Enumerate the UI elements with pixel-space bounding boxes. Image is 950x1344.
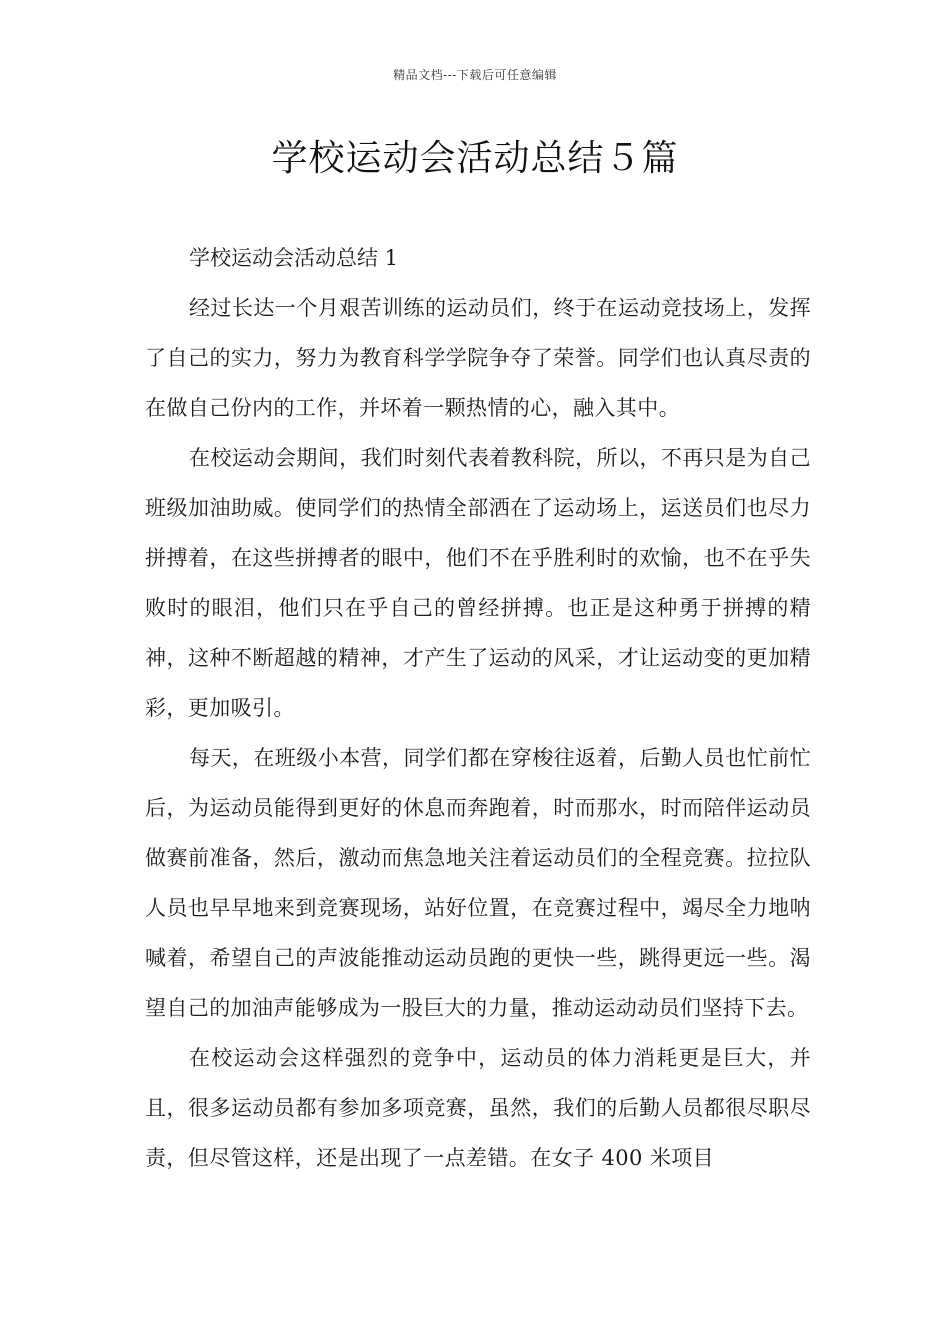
section-heading: 学校运动会活动总结 1 xyxy=(189,246,399,270)
header-note: 精品文档---下载后可任意编辑 xyxy=(393,68,557,82)
document-body xyxy=(145,233,811,1183)
paragraph-4: 在校运动会这样强烈的竞争中，运动员的体力消耗更是巨大，并且，很多运动员都有参加多项竞赛，虽然，我们的后勤人员都很尽职尽责，但尽管这样，还是出现了一点差错。在女子 400 米项目 xyxy=(145,1046,811,1170)
paragraph-1: 经过长达一个月艰苦训练的运动员们，终于在运动竞技场上，发挥了自己的实力，努力为教育科学学院争夺了荣誉。同学们也认真尽责的在做自己份内的工作，并坏着一颗热情的心，融入其中。 xyxy=(145,296,811,420)
paragraph-3: 每天，在班级小本营，同学们都在穿梭往返着，后勤人员也忙前忙后，为运动员能得到更好的休息而奔跑着，时而那水，时而陪伴运动员做赛前准备，然后，激动而焦急地关注着运动员们的全程竞赛。拉拉队人员也早早地来到竞赛现场，站好位置，在竞赛过程中，竭尽全力地呐喊着，希望自己的声波能推动运动员跑的更快一些，跳得更远一些。渴望自己的加油声能够成为一股巨大的力量，推动运动动员们坚持下去。 xyxy=(145,746,811,1020)
document-title: 学校运动会活动总结５篇 xyxy=(271,138,679,179)
paragraph-2: 在校运动会期间，我们时刻代表着教科院，所以，不再只是为自己班级加油助威。使同学们的热情全部洒在了运动场上，运送员们也尽力拼搏着，在这些拼搏者的眼中，他们不在乎胜利时的欢愉，也不在乎失败时的眼泪，他们只在乎自己的曾经拼搏。也正是这种勇于拼搏的精神，这种不断超越的精神，才产生了运动的风采，才让运动变的更加精彩，更加吸引。 xyxy=(145,446,811,720)
